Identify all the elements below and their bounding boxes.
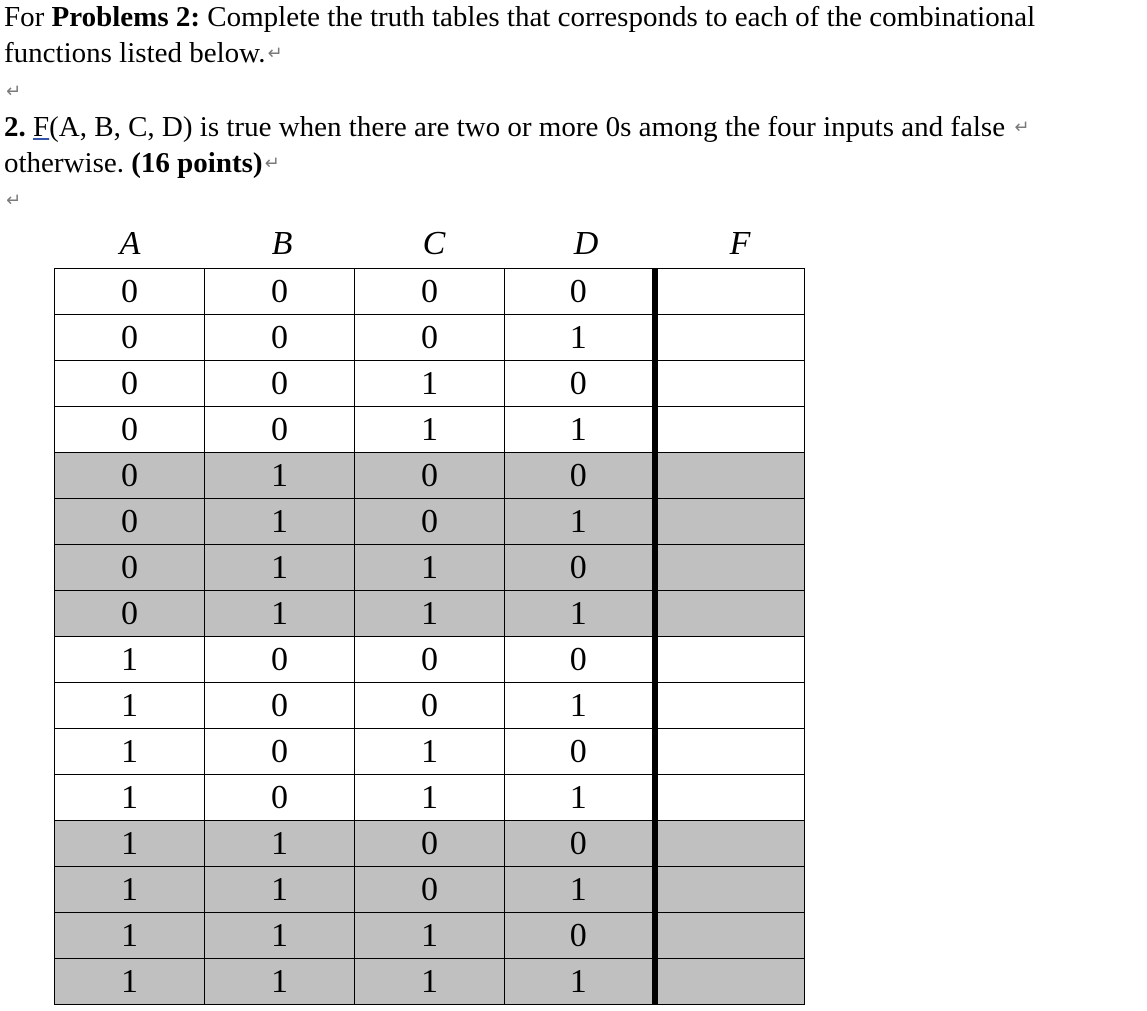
- cell-b: 1: [205, 913, 355, 959]
- cell-c: 1: [355, 913, 505, 959]
- table-row: [55, 959, 805, 1005]
- problem-line-2: [4, 146, 280, 181]
- cell-d: 1: [505, 315, 655, 361]
- cell-c: 1: [355, 775, 505, 821]
- cell-c: 1: [355, 407, 505, 453]
- cell-b: 0: [205, 775, 355, 821]
- cell-f-output[interactable]: [655, 407, 805, 453]
- cell-a: 0: [55, 407, 205, 453]
- cell-d: 1: [505, 959, 655, 1005]
- cell-a: 0: [55, 315, 205, 361]
- cell-d: 0: [505, 913, 655, 959]
- cell-c: 1: [355, 545, 505, 591]
- cell-d: 1: [505, 867, 655, 913]
- cell-d: 0: [505, 361, 655, 407]
- cell-b: 0: [205, 315, 355, 361]
- table-row: [55, 637, 805, 683]
- cell-b: 0: [205, 361, 355, 407]
- cell-f-output[interactable]: [655, 683, 805, 729]
- cell-d: 0: [505, 453, 655, 499]
- cell-c: 0: [355, 499, 505, 545]
- cell-d: 1: [505, 775, 655, 821]
- cell-d: 0: [505, 545, 655, 591]
- table-row: [55, 775, 805, 821]
- cell-d: 1: [505, 683, 655, 729]
- cell-c: 0: [355, 269, 505, 315]
- function-name: F: [33, 111, 50, 143]
- cell-b: 0: [205, 407, 355, 453]
- cell-f-output[interactable]: [655, 545, 805, 591]
- cell-f-output[interactable]: [655, 775, 805, 821]
- intro-line2-text: functions listed below.: [4, 37, 266, 69]
- cell-c: 0: [355, 683, 505, 729]
- paragraph-mark-icon: ↵: [264, 153, 280, 174]
- cell-b: 0: [205, 683, 355, 729]
- cell-b: 1: [205, 453, 355, 499]
- cell-f-output[interactable]: [655, 913, 805, 959]
- cell-f-output[interactable]: [655, 821, 805, 867]
- cell-a: 1: [55, 867, 205, 913]
- table-row: [55, 499, 805, 545]
- problem-line-1: [4, 110, 1029, 145]
- cell-a: 0: [55, 499, 205, 545]
- paragraph-mark-icon: ↵: [1014, 117, 1030, 138]
- header-c: C: [422, 225, 446, 262]
- cell-c: 0: [355, 453, 505, 499]
- cell-f-output[interactable]: [655, 499, 805, 545]
- problem-number: 2.: [4, 111, 26, 143]
- table-row: [55, 913, 805, 959]
- problem-text-2: otherwise.: [4, 147, 132, 179]
- cell-f-output[interactable]: [655, 453, 805, 499]
- intro-line-1: [4, 0, 1035, 34]
- intro-rest: Complete the truth tables that corresponds to each of the combinational: [200, 1, 1036, 33]
- cell-b: 0: [205, 729, 355, 775]
- intro-bold: Problems 2:: [51, 1, 201, 33]
- table-row: [55, 545, 805, 591]
- cell-c: 1: [355, 591, 505, 637]
- cell-b: 1: [205, 867, 355, 913]
- cell-b: 0: [205, 269, 355, 315]
- cell-c: 0: [355, 315, 505, 361]
- cell-b: 1: [205, 959, 355, 1005]
- cell-b: 1: [205, 499, 355, 545]
- table-row: [55, 591, 805, 637]
- cell-b: 1: [205, 591, 355, 637]
- cell-d: 1: [505, 499, 655, 545]
- cell-f-output[interactable]: [655, 315, 805, 361]
- cell-a: 1: [55, 637, 205, 683]
- blank-line-2: [4, 183, 21, 218]
- cell-f-output[interactable]: [655, 269, 805, 315]
- intro-line-2: [4, 36, 283, 71]
- table-row: [55, 867, 805, 913]
- cell-a: 0: [55, 545, 205, 591]
- table-row: [55, 407, 805, 453]
- cell-a: 0: [55, 453, 205, 499]
- cell-c: 1: [355, 361, 505, 407]
- cell-f-output[interactable]: [655, 959, 805, 1005]
- table-row: [55, 821, 805, 867]
- paragraph-mark-icon: ↵: [6, 81, 22, 102]
- cell-a: 1: [55, 821, 205, 867]
- cell-d: 0: [505, 729, 655, 775]
- cell-c: 0: [355, 867, 505, 913]
- table-row: [55, 453, 805, 499]
- table-row: [55, 315, 805, 361]
- cell-a: 0: [55, 269, 205, 315]
- problem-points: (16 points): [131, 147, 263, 179]
- header-a: A: [119, 225, 141, 262]
- paragraph-mark-icon: ↵: [6, 190, 22, 211]
- cell-d: 1: [505, 591, 655, 637]
- cell-c: 1: [355, 729, 505, 775]
- cell-d: 0: [505, 637, 655, 683]
- truth-table: [54, 268, 805, 1005]
- header-b: B: [271, 225, 293, 262]
- header-d: D: [573, 225, 599, 262]
- table-row: [55, 269, 805, 315]
- cell-b: 0: [205, 637, 355, 683]
- cell-f-output[interactable]: [655, 591, 805, 637]
- cell-a: 1: [55, 913, 205, 959]
- cell-d: 1: [505, 407, 655, 453]
- paragraph-mark-icon: ↵: [267, 43, 283, 64]
- table-row: [55, 729, 805, 775]
- cell-a: 0: [55, 591, 205, 637]
- cell-f-output[interactable]: [655, 637, 805, 683]
- cell-c: 1: [355, 959, 505, 1005]
- cell-a: 1: [55, 775, 205, 821]
- cell-d: 0: [505, 269, 655, 315]
- cell-a: 1: [55, 729, 205, 775]
- cell-b: 1: [205, 545, 355, 591]
- header-f: F: [729, 225, 751, 262]
- cell-c: 0: [355, 637, 505, 683]
- table-row: [55, 683, 805, 729]
- cell-c: 0: [355, 821, 505, 867]
- cell-a: 1: [55, 959, 205, 1005]
- cell-f-output[interactable]: [655, 729, 805, 775]
- table-row: [55, 361, 805, 407]
- problem-text: (A, B, C, D) is true when there are two or more 0s among the four inputs and false: [49, 111, 1006, 143]
- cell-a: 1: [55, 683, 205, 729]
- cell-f-output[interactable]: [655, 361, 805, 407]
- cell-a: 0: [55, 361, 205, 407]
- cell-d: 0: [505, 821, 655, 867]
- intro-prefix: For: [4, 1, 52, 33]
- cell-b: 1: [205, 821, 355, 867]
- blank-line-1: [4, 74, 21, 109]
- cell-f-output[interactable]: [655, 867, 805, 913]
